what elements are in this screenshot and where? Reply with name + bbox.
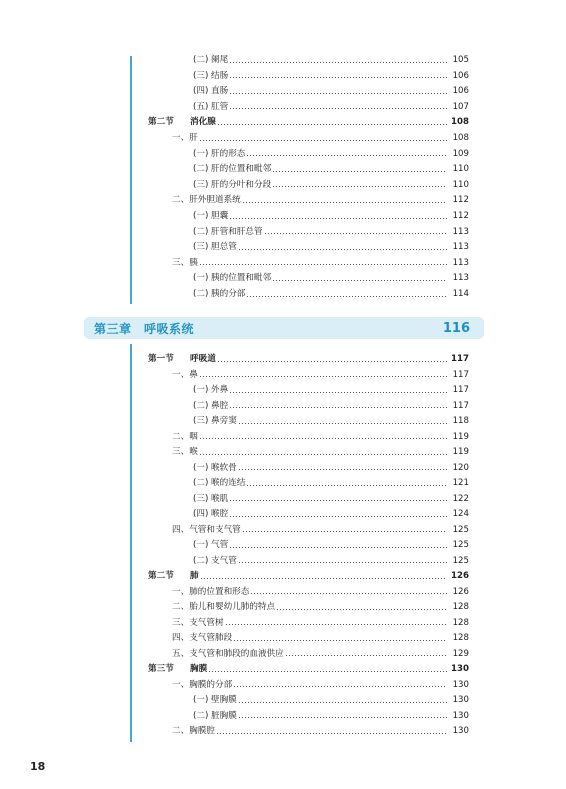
toc-entry-label: (一) 肝的形态 <box>193 148 246 159</box>
dot-leader <box>201 578 447 579</box>
toc-entry-label: 一、鼻 <box>172 369 198 380</box>
toc-entry-page: 130 <box>451 664 469 674</box>
toc-entry[interactable] <box>172 616 469 630</box>
toc-entry-page: 130 <box>452 679 469 690</box>
chapter-title: 第三章 呼吸系统 <box>94 321 195 336</box>
toc-entry-page: 113 <box>452 273 469 284</box>
toc-entry-page: 120 <box>452 462 469 473</box>
dot-leader <box>230 392 447 393</box>
toc-entry-page: 108 <box>452 133 469 143</box>
dot-leader <box>273 186 447 187</box>
dot-leader <box>230 516 447 517</box>
toc-entry-page: 126 <box>452 586 469 597</box>
toc-entry-page: 112 <box>452 211 469 221</box>
toc-entry-label: (二) 喉的连结 <box>193 478 246 488</box>
dot-leader <box>239 469 447 470</box>
toc-entry[interactable] <box>193 100 469 114</box>
dot-leader <box>243 531 447 532</box>
toc-section-entry[interactable] <box>148 352 469 366</box>
section-number: 第二节 <box>148 571 174 581</box>
toc-section-entry[interactable] <box>148 115 469 129</box>
dot-leader <box>218 361 447 362</box>
toc-entry-page: 129 <box>452 648 469 659</box>
section-number: 第三节 <box>148 664 174 674</box>
dot-leader <box>226 624 447 625</box>
toc-entry-page: 110 <box>452 179 469 190</box>
section-title: 肺 <box>190 571 199 581</box>
dot-leader <box>234 640 447 641</box>
toc-entry-label: (四) 直肠 <box>193 86 229 97</box>
dot-leader <box>200 438 447 439</box>
toc-entry[interactable] <box>193 209 469 223</box>
toc-entry-label <box>148 352 216 366</box>
dot-leader <box>230 77 447 78</box>
toc-entry-label: (三) 肝的分叶和分段 <box>193 179 272 190</box>
dot-leader <box>247 296 447 297</box>
dot-leader <box>230 62 447 63</box>
toc-entry-page: 108 <box>451 117 469 128</box>
toc-entry-label: 一、肺的位置和形态 <box>172 586 250 597</box>
toc-entry-label: (一) 外鼻 <box>193 385 229 395</box>
toc-entry-label: (四) 喉腔 <box>193 509 229 519</box>
toc-entry-label: 二、咽 <box>172 431 198 442</box>
toc-entry-page: 112 <box>452 195 469 206</box>
toc-entry-page: 122 <box>452 493 469 504</box>
toc-entry-label: (一) 壁胸膜 <box>193 695 237 705</box>
toc-entry-page: 124 <box>452 509 469 519</box>
dot-leader <box>247 155 447 156</box>
toc-entry-label: (一) 胆囊 <box>193 211 229 221</box>
dot-leader <box>239 249 447 250</box>
dot-leader <box>273 171 447 172</box>
toc-entry-label: 三、支气管树 <box>172 617 224 628</box>
toc-entry-page: 128 <box>452 617 469 628</box>
toc-entry-label: 二、胸膜腔 <box>172 726 215 736</box>
toc-entry-label: (五) 肛管 <box>193 101 229 112</box>
toc-entry-label: 一、胸膜的分部 <box>172 679 233 690</box>
toc-rule-top <box>130 56 132 304</box>
toc-entry[interactable] <box>172 678 469 692</box>
toc-entry-page: 113 <box>452 242 469 253</box>
toc-entry-label: (一) 胰的位置和毗邻 <box>193 273 272 284</box>
toc-entry-label: 四、气管和支气管 <box>172 524 241 535</box>
toc-entry-page: 126 <box>451 571 469 581</box>
toc-entry[interactable] <box>193 225 469 239</box>
dot-leader <box>286 655 447 656</box>
section-title: 呼吸道 <box>190 354 216 364</box>
toc-entry-label: 四、支气管肺段 <box>172 633 233 643</box>
toc-section-entry[interactable] <box>148 662 469 676</box>
toc-entry-page: 106 <box>452 70 469 81</box>
toc-entry-page: 110 <box>452 164 469 175</box>
toc-section-entry[interactable] <box>148 569 469 583</box>
toc-entry[interactable] <box>172 600 469 614</box>
toc-entry[interactable] <box>193 287 469 301</box>
dot-leader <box>247 485 447 486</box>
dot-leader <box>251 593 447 594</box>
toc-entry[interactable] <box>193 84 469 98</box>
dot-leader <box>239 423 447 424</box>
section-number: 第二节 <box>148 117 174 128</box>
toc-rule-bottom <box>130 344 132 742</box>
toc-entry-page: 107 <box>452 101 469 112</box>
toc-entry[interactable] <box>193 492 469 506</box>
dot-leader <box>230 547 447 548</box>
toc-entry-label: 一、肝 <box>172 133 198 143</box>
toc-entry-label: (三) 结肠 <box>193 70 229 81</box>
toc-entry-label <box>148 115 216 129</box>
toc-entry-page: 117 <box>452 400 469 411</box>
toc-entry-label: (二) 肝的位置和毗邻 <box>193 164 272 175</box>
dot-leader <box>200 140 447 141</box>
toc-entry[interactable] <box>193 414 469 428</box>
dot-leader <box>230 500 447 501</box>
toc-entry[interactable] <box>172 585 469 599</box>
toc-entry-page: 119 <box>452 431 469 442</box>
toc-entry-page: 125 <box>452 524 469 535</box>
toc-entry-page: 117 <box>452 369 469 380</box>
toc-entry-label: 三、胰 <box>172 257 198 268</box>
toc-entry-label: (三) 鼻旁窦 <box>193 416 237 426</box>
toc-entry[interactable] <box>193 554 469 568</box>
toc-entry-page: 117 <box>452 385 469 395</box>
toc-entry-label: 三、喉 <box>172 447 198 457</box>
toc-entry-label: (二) 鼻腔 <box>193 400 229 411</box>
toc-entry[interactable] <box>172 193 469 207</box>
toc-entry[interactable] <box>172 724 469 738</box>
toc-entry-page: 128 <box>452 633 469 643</box>
toc-entry[interactable] <box>172 368 469 382</box>
toc-entry[interactable] <box>193 383 469 397</box>
toc-entry[interactable] <box>193 53 469 67</box>
toc-entry[interactable] <box>193 147 469 161</box>
toc-entry-page: 125 <box>452 540 469 550</box>
toc-entry[interactable] <box>172 430 469 444</box>
toc-entry-label: (一) 气管 <box>193 540 229 550</box>
toc-entry[interactable] <box>193 162 469 176</box>
dot-leader <box>277 609 447 610</box>
dot-leader <box>230 407 447 408</box>
toc-entry[interactable] <box>193 461 469 475</box>
toc-entry-page: 130 <box>452 710 469 721</box>
chapter-page: 116 <box>442 320 470 336</box>
toc-entry-page: 105 <box>452 55 469 65</box>
dot-leader <box>200 376 447 377</box>
dot-leader <box>265 233 447 234</box>
toc-entry[interactable] <box>193 240 469 254</box>
toc-entry-page: 106 <box>452 86 469 97</box>
dot-leader <box>230 108 447 109</box>
toc-entry[interactable] <box>172 631 469 645</box>
dot-leader <box>239 717 447 718</box>
dot-leader <box>217 733 447 734</box>
toc-entry[interactable] <box>193 271 469 285</box>
toc-entry-label <box>148 569 199 583</box>
dot-leader <box>239 562 447 563</box>
toc-entry-label: (二) 脏胸膜 <box>193 710 237 721</box>
toc-entry-label: 二、肝外胆道系统 <box>172 195 241 206</box>
dot-leader <box>200 264 447 265</box>
toc-entry[interactable] <box>172 647 469 661</box>
toc-entry-page: 113 <box>452 257 469 268</box>
toc-entry[interactable] <box>193 69 469 83</box>
toc-entry[interactable] <box>193 178 469 192</box>
toc-entry-page: 125 <box>452 555 469 566</box>
toc-entry-label: (二) 阑尾 <box>193 55 229 65</box>
toc-entry[interactable] <box>193 693 469 707</box>
toc-entry-page: 113 <box>452 226 469 237</box>
toc-entry[interactable] <box>193 709 469 723</box>
dot-leader <box>200 454 447 455</box>
toc-entry-label: (二) 肝管和肝总管 <box>193 226 263 237</box>
toc-entry-page: 114 <box>452 289 469 299</box>
dot-leader <box>234 686 447 687</box>
toc-entry-label: 二、胎儿和婴幼儿肺的特点 <box>172 602 276 612</box>
toc-entry[interactable] <box>193 507 469 521</box>
toc-entry-label: (三) 胆总管 <box>193 242 237 253</box>
toc-entry[interactable] <box>172 523 469 537</box>
dot-leader <box>209 671 447 672</box>
toc-entry-page: 119 <box>452 447 469 457</box>
dot-leader <box>239 702 447 703</box>
section-title: 消化腺 <box>190 117 216 128</box>
toc-entry-label: (二) 支气管 <box>193 555 237 566</box>
section-title: 胸膜 <box>190 664 208 674</box>
toc-entry[interactable] <box>172 256 469 270</box>
toc-entry-label <box>148 662 207 676</box>
chapter-heading-bar[interactable] <box>84 317 484 339</box>
dot-leader <box>230 218 447 219</box>
toc-entry[interactable] <box>172 445 469 459</box>
toc-entry[interactable] <box>172 131 469 145</box>
toc-entry-label: (三) 喉肌 <box>193 493 229 504</box>
dot-leader <box>230 93 447 94</box>
toc-entry-page: 117 <box>451 354 469 364</box>
toc-entry-page: 121 <box>452 478 469 488</box>
toc-entry[interactable] <box>193 399 469 413</box>
page-number: 18 <box>30 760 46 773</box>
dot-leader <box>218 124 447 125</box>
toc-entry[interactable] <box>193 538 469 552</box>
toc-entry-page: 128 <box>452 602 469 612</box>
section-number: 第一节 <box>148 354 174 364</box>
toc-entry-page: 109 <box>452 148 469 159</box>
toc-entry-label: (一) 喉软骨 <box>193 462 237 473</box>
dot-leader <box>273 280 447 281</box>
toc-entry-page: 118 <box>452 416 469 426</box>
dot-leader <box>243 202 447 203</box>
toc-entry-page: 130 <box>452 726 469 736</box>
toc-entry-label: 五、支气管和肺段的血液供应 <box>172 648 284 659</box>
toc-entry-page: 130 <box>452 695 469 705</box>
toc-entry[interactable] <box>193 476 469 490</box>
toc-entry-label: (二) 胰的分部 <box>193 289 246 299</box>
